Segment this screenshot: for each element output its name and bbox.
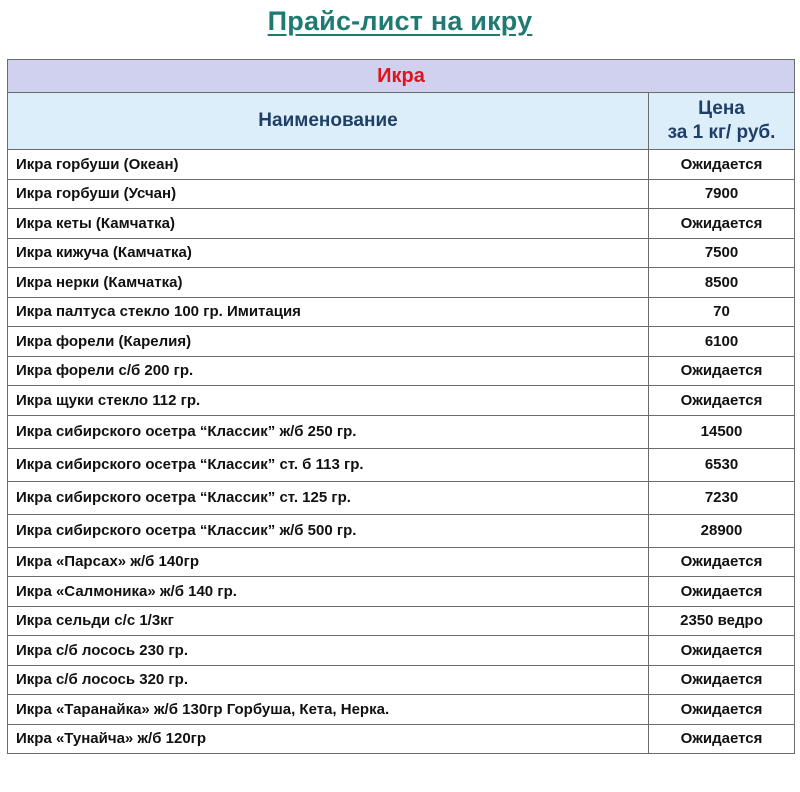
item-price: 6530 xyxy=(649,448,795,481)
item-price: 2350 ведро xyxy=(649,606,795,636)
item-name: Икра щуки стекло 112 гр. xyxy=(8,386,649,416)
item-name: Икра сибирского осетра “Классик” ст. 125 гр. xyxy=(8,481,649,514)
table-row xyxy=(8,606,795,636)
item-name: Икра сибирского осетра “Классик” ж/б 500 гр. xyxy=(8,514,649,547)
item-name: Икра кижуча (Камчатка) xyxy=(8,238,649,268)
table-row xyxy=(8,356,795,386)
item-price: Ожидается xyxy=(649,547,795,577)
item-price: 28900 xyxy=(649,514,795,547)
table-row xyxy=(8,577,795,607)
page-title: Прайс-лист на икру xyxy=(267,6,533,36)
item-price: Ожидается xyxy=(649,386,795,416)
item-price: 6100 xyxy=(649,327,795,357)
item-price: Ожидается xyxy=(649,665,795,695)
table-row xyxy=(8,547,795,577)
table-row xyxy=(8,514,795,547)
table-row xyxy=(8,238,795,268)
table-row xyxy=(8,636,795,666)
item-price: 7230 xyxy=(649,481,795,514)
item-price: 7500 xyxy=(649,238,795,268)
table-row xyxy=(8,386,795,416)
column-header-name: Наименование xyxy=(8,93,649,150)
column-header-price-line1: Цена xyxy=(698,98,745,119)
table-row xyxy=(8,481,795,514)
item-price: Ожидается xyxy=(649,724,795,754)
item-price: 7900 xyxy=(649,179,795,209)
item-price: Ожидается xyxy=(649,636,795,666)
table-row xyxy=(8,415,795,448)
item-name: Икра «Парсах» ж/б 140гр xyxy=(8,547,649,577)
table-row xyxy=(8,327,795,357)
item-price: Ожидается xyxy=(649,695,795,725)
item-name: Икра нерки (Камчатка) xyxy=(8,268,649,298)
item-name: Икра сибирского осетра “Классик” ст. б 113 гр. xyxy=(8,448,649,481)
item-name: Икра «Салмоника» ж/б 140 гр. xyxy=(8,577,649,607)
item-price: Ожидается xyxy=(649,150,795,180)
item-name: Икра форели (Карелия) xyxy=(8,327,649,357)
item-name: Икра горбуши (Океан) xyxy=(8,150,649,180)
column-header-row xyxy=(8,93,795,150)
item-price: Ожидается xyxy=(649,356,795,386)
table-row xyxy=(8,150,795,180)
item-price: 8500 xyxy=(649,268,795,298)
table-row xyxy=(8,665,795,695)
item-name: Икра «Таранайка» ж/б 130гр Горбуша, Кета, Нерка. xyxy=(8,695,649,725)
item-price: Ожидается xyxy=(649,209,795,239)
table-row xyxy=(8,695,795,725)
item-name: Икра сибирского осетра “Классик” ж/б 250 гр. xyxy=(8,415,649,448)
table-row xyxy=(8,268,795,298)
item-name: Икра с/б лосось 230 гр. xyxy=(8,636,649,666)
column-header-price xyxy=(649,93,795,150)
section-header-row xyxy=(8,60,795,93)
item-price: 70 xyxy=(649,297,795,327)
item-name: Икра форели с/б 200 гр. xyxy=(8,356,649,386)
column-header-price-line2: за 1 кг/ руб. xyxy=(667,122,776,143)
item-name: Икра палтуса стекло 100 гр. Имитация xyxy=(8,297,649,327)
section-title: Икра xyxy=(8,60,795,93)
item-name: Икра «Тунайча» ж/б 120гр xyxy=(8,724,649,754)
table-row xyxy=(8,209,795,239)
item-name: Икра горбуши (Усчан) xyxy=(8,179,649,209)
table-row xyxy=(8,297,795,327)
item-name: Икра сельди с/с 1/3кг xyxy=(8,606,649,636)
table-row xyxy=(8,448,795,481)
item-name: Икра с/б лосось 320 гр. xyxy=(8,665,649,695)
item-price: Ожидается xyxy=(649,577,795,607)
table-row xyxy=(8,724,795,754)
item-name: Икра кеты (Камчатка) xyxy=(8,209,649,239)
table-row xyxy=(8,179,795,209)
price-table xyxy=(7,59,795,754)
item-price: 14500 xyxy=(649,415,795,448)
